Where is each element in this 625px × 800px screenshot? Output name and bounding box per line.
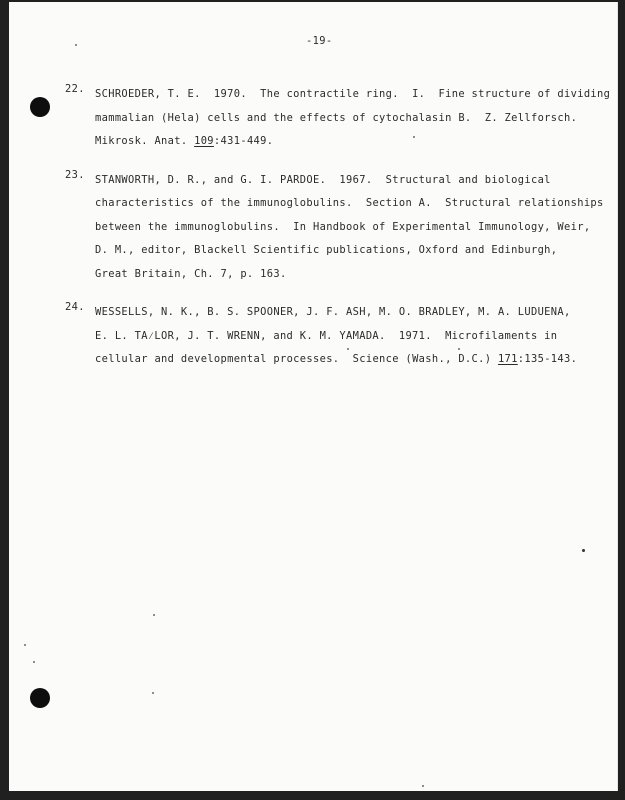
page-range: :431-449. xyxy=(213,135,274,147)
reference-number: 22. xyxy=(65,83,85,95)
reference-list xyxy=(65,83,611,387)
volume-number: 109 xyxy=(194,135,214,147)
reference-line: STANWORTH, D. R., and G. I. PARDOE. 1967. Structural and biological xyxy=(95,173,551,186)
paper-speck xyxy=(422,785,424,787)
paper-speck xyxy=(582,549,585,552)
page-range: :135-143. xyxy=(517,353,578,365)
page-number: -19- xyxy=(306,35,333,47)
paper-speck xyxy=(152,692,154,694)
paper-speck xyxy=(75,44,77,46)
punch-hole xyxy=(30,97,50,117)
reference-24 xyxy=(65,301,595,372)
paper-speck xyxy=(347,348,349,350)
reference-line: SCHROEDER, T. E. 1970. The contractile ring. I. Fine structure of dividing xyxy=(95,88,611,100)
reference-23 xyxy=(65,168,604,287)
reference-text: cellular and developmental processes. Science (Wash., D.C.) xyxy=(95,353,498,365)
reference-line xyxy=(95,348,595,372)
reference-number: 23. xyxy=(65,168,85,181)
paper-speck xyxy=(33,661,35,663)
reference-line: mammalian (Hela) cells and the effects of cytochalasin B. Z. Zellforsch. xyxy=(95,111,578,124)
reference-line: Great Britain, Ch. 7, p. 163. xyxy=(95,267,287,280)
paper-speck xyxy=(458,348,460,350)
reference-line: between the immunoglobulins. In Handbook of Experimental Immunology, Weir, xyxy=(95,220,591,233)
reference-line: WESSELLS, N. K., B. S. SPOONER, J. F. ASH, M. O. BRADLEY, M. A. LUDUENA, xyxy=(95,306,571,318)
paper-speck xyxy=(153,614,155,616)
document-page xyxy=(9,2,618,791)
punch-hole xyxy=(30,688,50,708)
volume-number: 171 xyxy=(497,353,518,365)
reference-text: Mikrosk. Anat. xyxy=(95,135,195,147)
reference-line: E. L. TA⁄LOR, J. T. WRENN, and K. M. YAMADA. 1971. Microfilaments in xyxy=(95,329,558,342)
paper-speck xyxy=(413,136,415,138)
reference-line xyxy=(95,130,595,154)
reference-number: 24. xyxy=(65,301,85,313)
reference-line: D. M., editor, Blackell Scientific publications, Oxford and Edinburgh, xyxy=(95,244,558,256)
reference-22 xyxy=(65,83,611,154)
reference-line: characteristics of the immunoglobulins. Section A. Structural relationships xyxy=(95,197,604,209)
paper-speck xyxy=(24,644,26,646)
